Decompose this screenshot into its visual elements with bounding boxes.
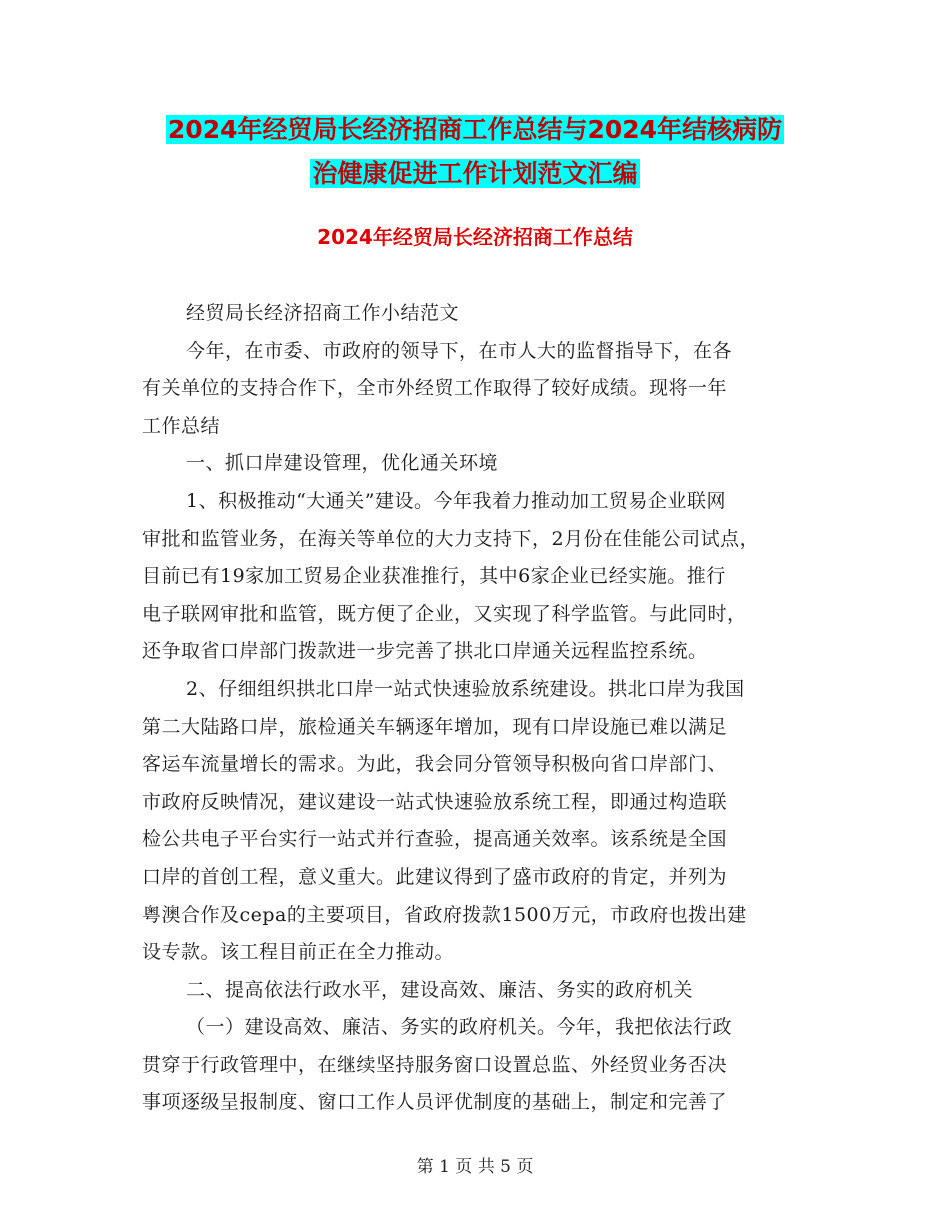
- body-line: 检公共电子平台实行一站式并行查验，提高通关效率。该系统是全国: [142, 828, 728, 851]
- body-line: 粤澳合作及cepa的主要项目，省政府拨款1500万元，市政府也拨出建: [142, 903, 747, 926]
- body-line: 一、抓口岸建设管理，优化通关环境: [186, 452, 499, 475]
- body-line: 客运车流量增长的需求。为此，我会同分管领导积极向省口岸部门、: [142, 753, 728, 776]
- body-line: 有关单位的支持合作下，全市外经贸工作取得了较好成绩。现将一年: [142, 377, 728, 400]
- body-line: 1、积极推动“大通关”建设。今年我着力推动加工贸易企业联网: [186, 489, 727, 512]
- body-line: 审批和监管业务，在海关等单位的大力支持下，2月份在佳能公司试点，: [142, 527, 760, 550]
- body-line: 贯穿于行政管理中，在继续坚持服务窗口设置总监、外经贸业务否决: [142, 1053, 728, 1076]
- document-title-line-1: 2024年经贸局长经济招商工作总结与2024年结核病防: [167, 115, 783, 144]
- body-text: [142, 295, 812, 1122]
- section-title: 2024年经贸局长经济招商工作总结: [317, 225, 633, 249]
- body-line: 事项逐级呈报制度、窗口工作人员评优制度的基础上，制定和完善了: [142, 1091, 728, 1114]
- body-line: 口岸的首创工程，意义重大。此建议得到了盛市政府的肯定，并列为: [142, 865, 728, 888]
- body-line: 第二大陆路口岸，旅检通关车辆逐年增加，现有口岸设施已难以满足: [142, 715, 728, 738]
- body-line: 2、仔细组织拱北口岸一站式快速验放系统建设。拱北口岸为我国: [186, 677, 745, 700]
- body-line: 经贸局长经济招商工作小结范文: [186, 302, 460, 324]
- body-line: 目前已有19家加工贸易企业获准推行，其中6家企业已经实施。推行: [142, 565, 726, 588]
- body-line: 还争取省口岸部门拨款进一步完善了拱北口岸通关远程监控系统。: [142, 640, 708, 663]
- body-line: 市政府反映情况，建议建设一站式快速验放系统工程，即通过构造联: [142, 790, 728, 813]
- body-line: 工作总结: [142, 414, 221, 437]
- document-title-line-2: 治健康促进工作计划范文汇编: [312, 159, 638, 188]
- body-line: 设专款。该工程目前正在全力推动。: [142, 941, 455, 964]
- page-footer: 第 1 页 共 5 页: [416, 1157, 534, 1177]
- body-line: 二、提高依法行政水平，建设高效、廉洁、务实的政府机关: [186, 978, 694, 1001]
- body-line: （一）建设高效、廉洁、务实的政府机关。今年，我把依法行政: [186, 1016, 733, 1039]
- body-line: 今年，在市委、市政府的领导下，在市人大的监督指导下，在各: [186, 339, 733, 362]
- body-line: 电子联网审批和监管，既方便了企业，又实现了科学监管。与此同时，: [142, 602, 747, 625]
